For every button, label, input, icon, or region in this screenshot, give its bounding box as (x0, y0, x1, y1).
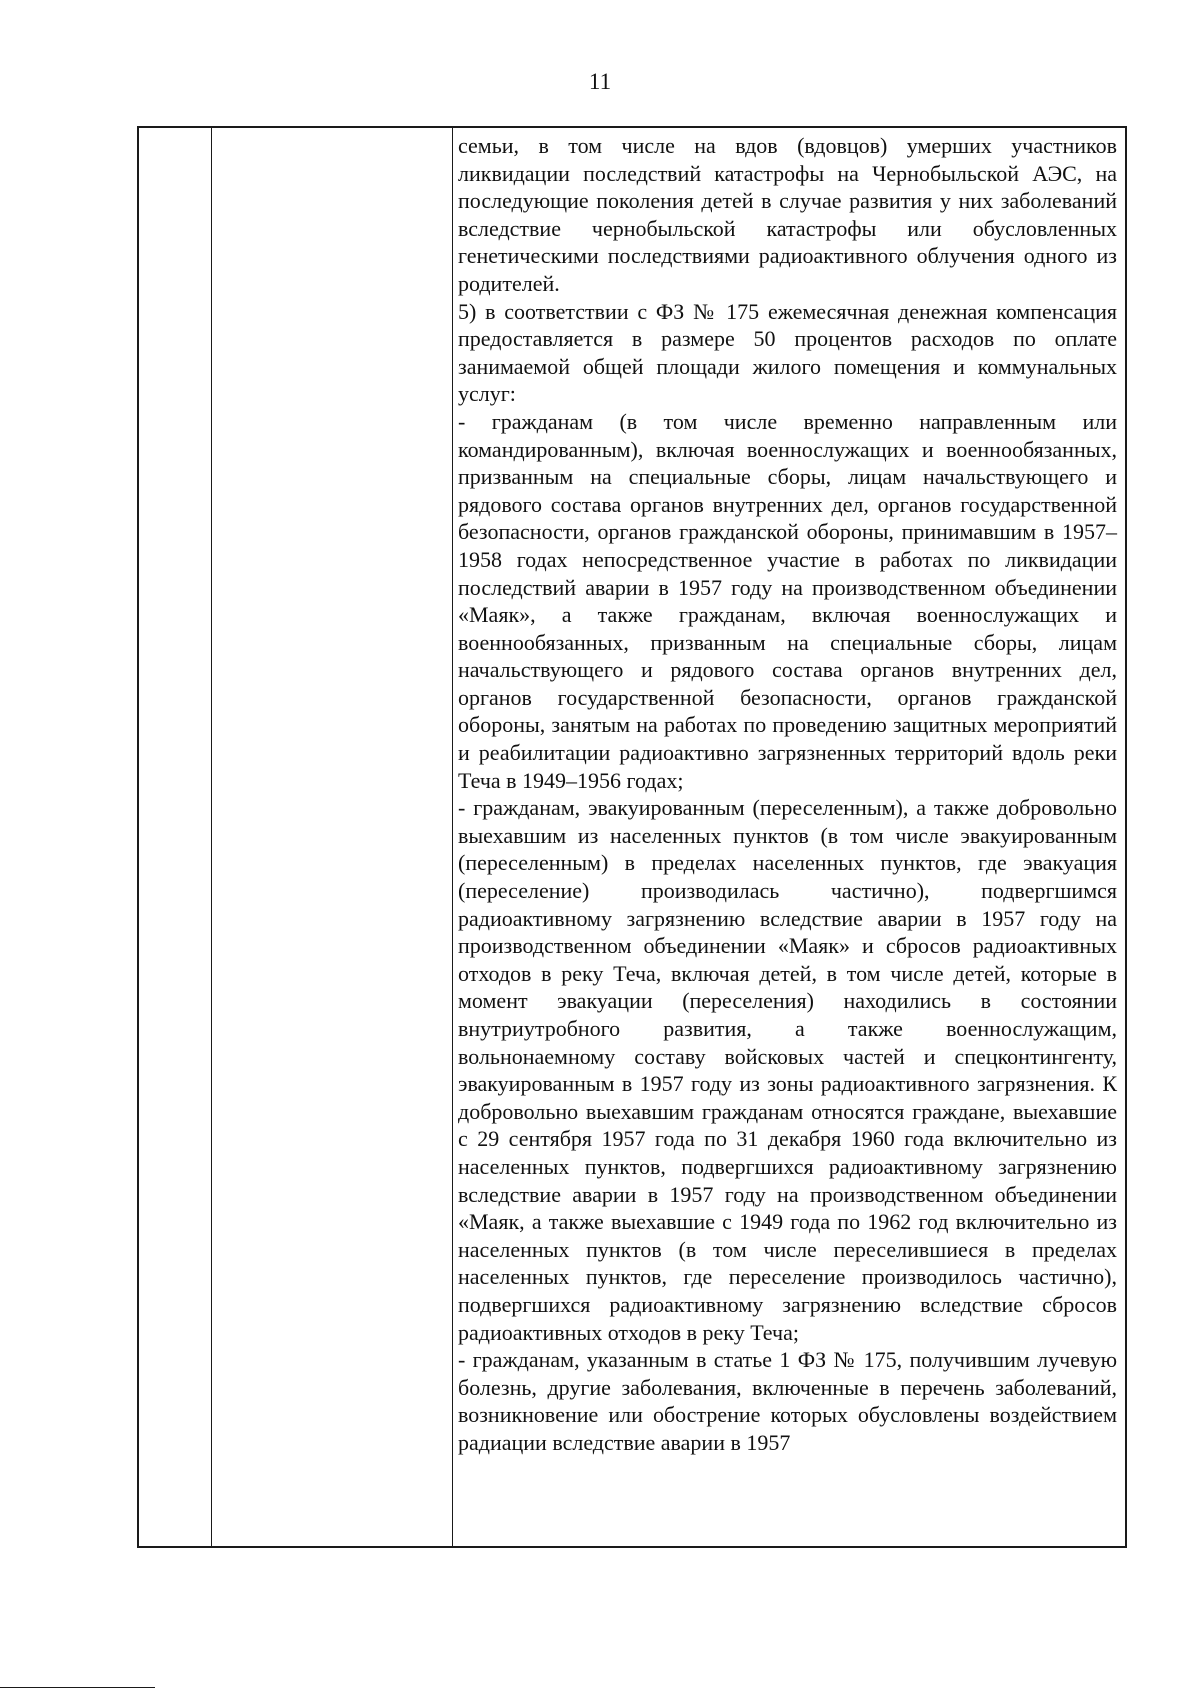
table-column-divider (211, 128, 212, 1546)
table-column-divider (452, 128, 453, 1546)
paragraph: семьи, в том числе на вдов (вдовцов) умерших участников ликвидации последствий катастрофы на Чернобыльской АЭС, на последующие поколения детей в случае развития у них заболеваний вследствие чернобыльской катастрофы или обусловленных генетическими последствиями радиоактивного облучения одного из родителей. (458, 133, 1117, 296)
footnote-rule (0, 1687, 155, 1688)
paragraph: - гражданам, указанным в статье 1 ФЗ № 175, получившим лучевую болезнь, другие заболевания, включенные в перечень заболеваний, возникновение или обострение которых обусловлены воздействием радиации вследствие аварии в 1957 (458, 1347, 1117, 1455)
paragraph: 5) в соответствии с ФЗ № 175 ежемесячная денежная компенсация предоставляется в размере 50 процентов расходов по оплате занимаемой общей площади жилого помещения и коммунальных услуг: (458, 298, 1117, 407)
paragraph: - гражданам, эвакуированным (переселенным), а также добровольно выехавшим из населенных пунктов (в том числе эвакуированным (переселенным) в пределах населенных пунктов, где эвакуация (переселение) производилась частично), подвергшимся радиоактивному загрязнению вследствие аварии в 1957 году на производственном объединении «Маяк» и сбросов радиоактивных отходов в реку Теча, включая детей, в том числе детей, которые в момент эвакуации (переселения) находились в состоянии внутриутробного развития, а также военнослужащим, вольнонаемному составу войсковых частей и спецконтингенту, эвакуированным в 1957 году из зоны радиоактивного загрязнения. К добровольно выехавшим гражданам относятся граждане, выехавшие с 29 сентября 1957 года по 31 декабря 1960 года включительно из населенных пунктов, подвергшихся радиоактивному загрязнению вследствие аварии в 1957 году на производственном объединении «Маяк, а также выехавшие с 1949 года по 1962 год включительно из населенных пунктов (в том числе переселившиеся в пределах населенных пунктов, где переселение производилось частично), подвергшихся радиоактивному загрязнению вследствие сбросов радиоактивных отходов в реку Теча; (458, 795, 1117, 1345)
document-table (137, 126, 1127, 1548)
table-cell-text (458, 132, 1117, 1457)
page-number: 11 (588, 69, 612, 94)
paragraph: - гражданам (в том числе временно направленным или командированным), включая военнослужащих и военнообязанных, призванным на специальные сборы, лицам начальствующего и рядового состава органов внутренних дел, органов государственной безопасности, органов гражданской обороны, принимавшим в 1957–1958 годах непосредственное участие в работах по ликвидации последствий аварии в 1957 году на производственном объединении «Маяк», а также гражданам, включая военнослужащих и военнообязанных, призванным на специальные сборы, лицам начальствующего и рядового состава органов внутренних дел, органов государственной безопасности, органов гражданской обороны, занятым на работах по проведению защитных мероприятий и реабилитации радиоактивно загрязненных территорий вдоль реки Теча в 1949–1956 годах; (458, 408, 1117, 793)
